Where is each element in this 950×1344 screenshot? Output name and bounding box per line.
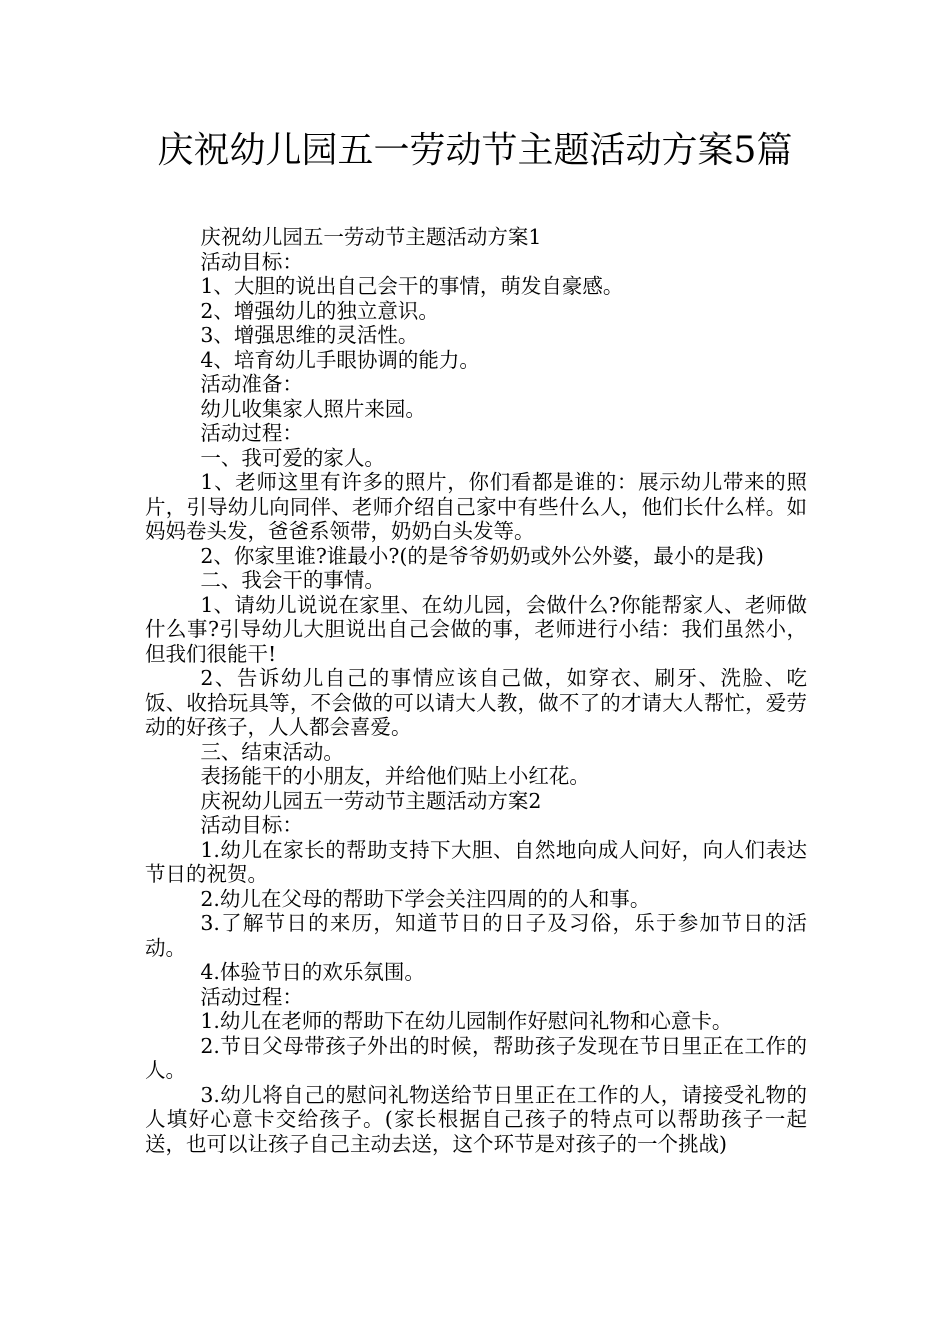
document-body bbox=[145, 225, 807, 1156]
paragraph: 活动过程： bbox=[200, 421, 303, 445]
paragraph: 活动目标： bbox=[200, 249, 303, 274]
paragraph: 4.体验节日的欢乐氛围。 bbox=[200, 960, 425, 984]
paragraph: 庆祝幼儿园五一劳动节主题活动方案2 bbox=[200, 788, 542, 813]
paragraph: 活动过程： bbox=[200, 984, 303, 1009]
paragraph: 三、结束活动。 bbox=[200, 739, 344, 764]
paragraph: 2.节日父母带孩子外出的时候，帮助孩子发现在节日里正在工作的人。 bbox=[145, 1033, 807, 1082]
paragraph: 1.幼儿在家长的帮助支持下大胆、自然地向成人问好，向人们表达节日的祝贺。 bbox=[145, 837, 807, 886]
paragraph: 3.幼儿将自己的慰问礼物送给节日里正在工作的人，请接受礼物的人填好心意卡交给孩子。(家长根据自己孩子的特点可以帮助孩子一起送，也可以让孩子自己主动去送，这个环节是对孩子的一个挑战) bbox=[145, 1082, 807, 1156]
paragraph: 3.了解节日的来历，知道节日的日子及习俗，乐于参加节日的活动。 bbox=[145, 911, 807, 960]
document-title: 庆祝幼儿园五一劳动节主题活动方案5篇 bbox=[157, 130, 793, 171]
paragraph: 2、你家里谁?谁最小?(的是爷爷奶奶或外公外婆，最小的是我) bbox=[200, 543, 764, 568]
paragraph: 幼儿收集家人照片来园。 bbox=[200, 396, 426, 421]
paragraph: 表扬能干的小朋友，并给他们贴上小红花。 bbox=[200, 764, 590, 788]
paragraph: 2、告诉幼儿自己的事情应该自己做，如穿衣、刷牙、洗脸、吃饭、收拾玩具等，不会做的可以请大人教，做不了的才请大人帮忙，爱劳动的好孩子，人人都会喜爱。 bbox=[145, 666, 807, 739]
paragraph: 1、请幼儿说说在家里、在幼儿园，会做什么?你能帮家人、老师做什么事?引导幼儿大胆说出自己会做的事，老师进行小结：我们虽然小，但我们很能干! bbox=[145, 592, 807, 666]
paragraph: 1、大胆的说出自己会干的事情，萌发自豪感。 bbox=[200, 274, 624, 298]
paragraph: 活动目标： bbox=[200, 813, 303, 837]
paragraph: 活动准备： bbox=[200, 372, 303, 396]
paragraph: 庆祝幼儿园五一劳动节主题活动方案1 bbox=[200, 225, 542, 249]
paragraph: 3、增强思维的灵活性。 bbox=[200, 323, 419, 347]
paragraph: 4、培育幼儿手眼协调的能力。 bbox=[200, 347, 480, 372]
paragraph: 一、我可爱的家人。 bbox=[200, 445, 385, 470]
paragraph: 二、我会干的事情。 bbox=[200, 568, 385, 592]
paragraph: 1.幼儿在老师的帮助下在幼儿园制作好慰问礼物和心意卡。 bbox=[200, 1009, 733, 1033]
paragraph: 1、老师这里有许多的照片，你们看都是谁的：展示幼儿带来的照片，引导幼儿向同伴、老师介绍自己家中有些什么人，他们长什么样。如妈妈卷头发，爸爸系领带，奶奶白头发等。 bbox=[145, 470, 807, 543]
paragraph: 2.幼儿在父母的帮助下学会关注四周的的人和事。 bbox=[200, 886, 651, 911]
paragraph: 2、增强幼儿的独立意识。 bbox=[200, 298, 439, 323]
